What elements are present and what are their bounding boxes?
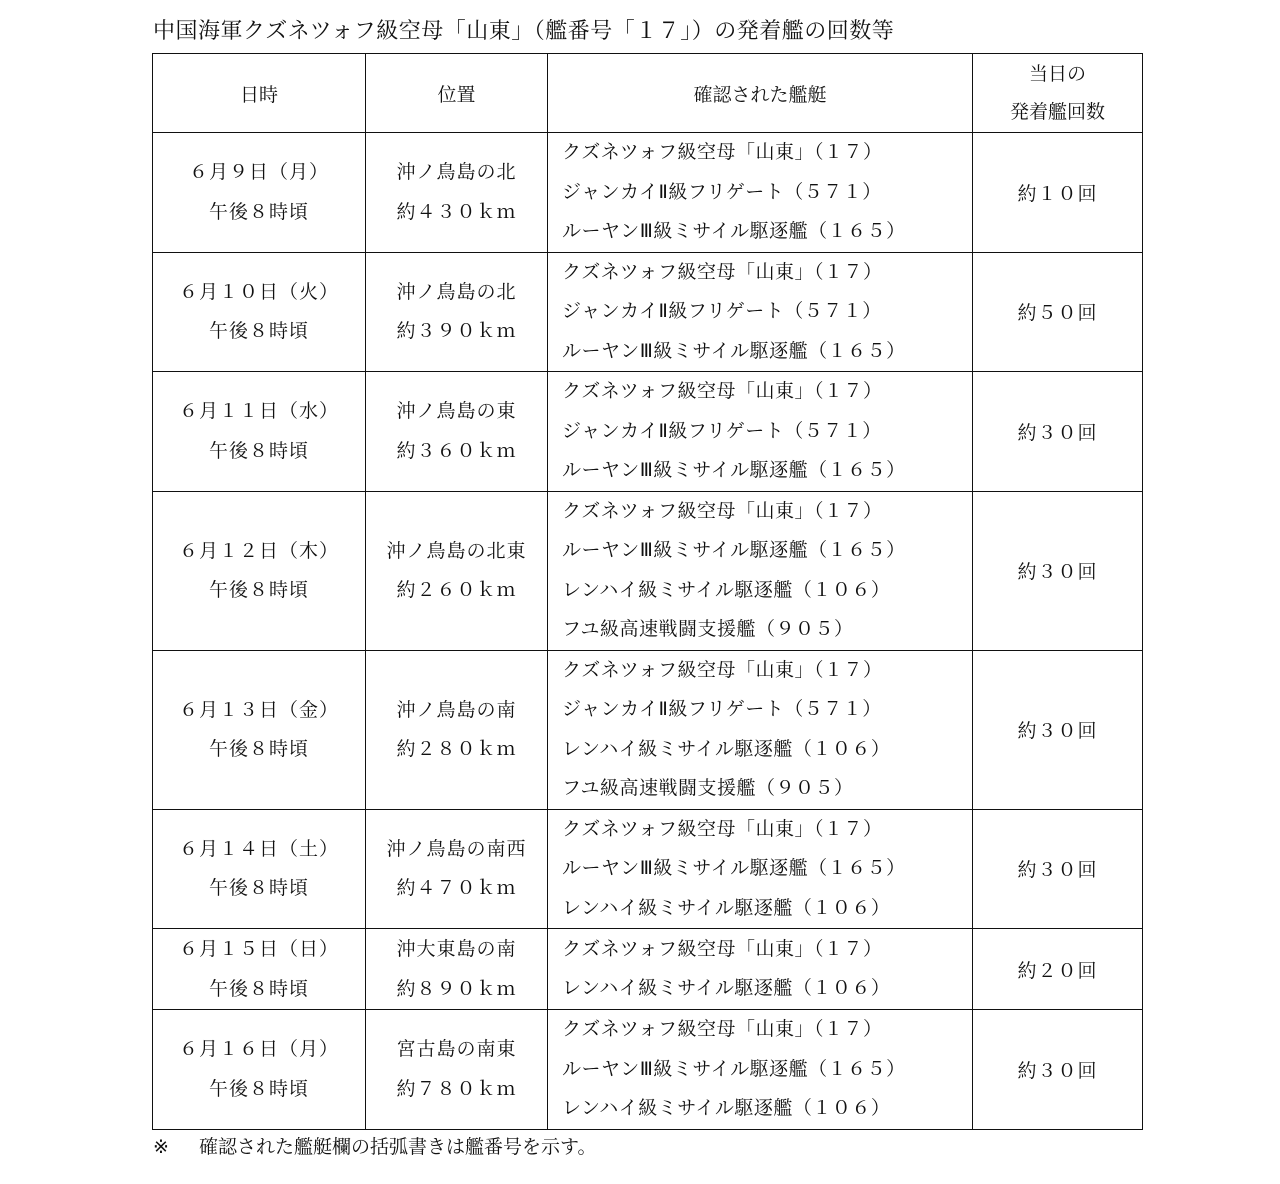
date-text: ６月１０日（火） [178, 280, 339, 303]
cell-position [366, 929, 548, 1010]
position-distance: 約２６０ｋｍ [396, 579, 517, 601]
cell-count: 約１０回 [973, 133, 1143, 253]
ship-entry: ジャンカイⅡ級フリゲート（５７１） [562, 300, 882, 322]
position-place: 沖ノ鳥島の南 [396, 698, 517, 721]
position-distance: 約３９０ｋｍ [396, 320, 517, 343]
date-text: ６月１１日（水） [178, 400, 339, 423]
ship-entry: ルーヤンⅢ級ミサイル駆逐艦（１６５） [562, 220, 906, 242]
cell-datetime [153, 809, 366, 929]
ship-entry: クズネツォフ級空母「山東」（１７） [562, 817, 883, 840]
cell-datetime [153, 133, 366, 253]
position-distance: 約２８０ｋｍ [396, 738, 517, 760]
document-title: 中国海軍クズネツォフ級空母「山東」（艦番号「１７」）の発着艦の回数等 [153, 19, 895, 44]
position-place: 沖ノ鳥島の南西 [386, 837, 527, 860]
table-row [153, 491, 1143, 650]
cell-ships [548, 133, 973, 253]
cell-position [366, 252, 548, 372]
cell-ships [548, 1010, 973, 1130]
table-row [153, 809, 1143, 929]
position-place: 沖ノ鳥島の北 [396, 161, 517, 184]
ship-entry: クズネツォフ級空母「山東」（１７） [562, 658, 883, 681]
cell-count: 約３０回 [973, 809, 1143, 929]
date-text: ６月１５日（日） [178, 938, 339, 960]
cell-datetime [153, 1010, 366, 1130]
ship-entry: ジャンカイⅡ級フリゲート（５７１） [562, 419, 882, 442]
ship-entry: フユ級高速戦闘支援艦（９０５） [562, 777, 854, 799]
ship-entry: クズネツォフ級空母「山東」（１７） [562, 937, 883, 960]
header-position: 位置 [366, 54, 548, 133]
cell-position [366, 491, 548, 650]
cell-ships [548, 491, 973, 650]
cell-position [366, 1010, 548, 1130]
cell-ships [548, 372, 973, 492]
cell-count: 約２０回 [973, 929, 1143, 1010]
time-text: 午後８時頃 [208, 579, 309, 601]
table-row [153, 929, 1143, 1010]
table-row [153, 650, 1143, 809]
ship-entry: レンハイ級ミサイル駆逐艦（１０６） [562, 977, 891, 999]
cell-position [366, 650, 548, 809]
ship-entry: クズネツォフ級空母「山東」（１７） [562, 141, 883, 163]
time-text: 午後８時頃 [208, 439, 309, 462]
ship-activity-table [152, 53, 1143, 1130]
date-text: ６月１４日（土） [178, 837, 339, 860]
ship-entry: レンハイ級ミサイル駆逐艦（１０６） [562, 1097, 891, 1119]
header-count [973, 54, 1143, 133]
cell-position [366, 372, 548, 492]
ship-entry: クズネツォフ級空母「山東」（１７） [562, 380, 883, 402]
table-row [153, 372, 1143, 492]
footnote [153, 1132, 596, 1162]
table-row [153, 252, 1143, 372]
ship-entry: クズネツォフ級空母「山東」（１７） [562, 1018, 883, 1040]
header-ships: 確認された艦艇 [548, 54, 973, 133]
ship-entry: クズネツォフ級空母「山東」（１７） [562, 260, 883, 283]
cell-datetime [153, 252, 366, 372]
time-text: 午後８時頃 [208, 200, 309, 223]
ship-entry: クズネツォフ級空母「山東」（１７） [562, 499, 883, 522]
ship-entry: レンハイ級ミサイル駆逐艦（１０６） [562, 737, 891, 760]
position-distance: 約７８０ｋｍ [396, 1077, 517, 1100]
cell-count: 約３０回 [973, 650, 1143, 809]
ship-entry: ジャンカイⅡ級フリゲート（５７１） [562, 180, 882, 203]
cell-ships [548, 809, 973, 929]
position-distance: 約４３０ｋｍ [396, 200, 517, 223]
date-text: ６月１６日（月） [178, 1038, 339, 1061]
cell-count: 約３０回 [973, 1010, 1143, 1130]
cell-ships [548, 650, 973, 809]
position-distance: 約８９０ｋｍ [396, 977, 517, 1000]
cell-count: 約３０回 [973, 372, 1143, 492]
ship-entry: ルーヤンⅢ級ミサイル駆逐艦（１６５） [562, 339, 906, 362]
position-place: 沖大東島の南 [396, 938, 517, 960]
position-place: 沖ノ鳥島の北 [396, 280, 517, 303]
ship-entry: ルーヤンⅢ級ミサイル駆逐艦（１６５） [562, 539, 906, 561]
position-place: 宮古島の南東 [396, 1038, 517, 1061]
time-text: 午後８時頃 [208, 1077, 309, 1100]
position-place: 沖ノ鳥島の北東 [386, 539, 527, 562]
position-distance: 約４７０ｋｍ [396, 877, 517, 900]
time-text: 午後８時頃 [208, 877, 309, 900]
time-text: 午後８時頃 [208, 977, 309, 1000]
date-text: ６月９日（月） [188, 161, 329, 184]
date-text: ６月１２日（木） [178, 539, 339, 562]
position-place: 沖ノ鳥島の東 [396, 400, 517, 423]
footnote-text: 確認された艦艇欄の括弧書きは艦番号を示す。 [199, 1136, 597, 1158]
cell-datetime [153, 929, 366, 1010]
table-row [153, 1010, 1143, 1130]
table-row [153, 133, 1143, 253]
cell-datetime [153, 491, 366, 650]
date-text: ６月１３日（金） [178, 698, 339, 721]
header-count-line1: 当日の [1028, 63, 1086, 85]
header-count-line2: 発着艦回数 [1009, 101, 1105, 123]
cell-position [366, 133, 548, 253]
cell-ships [548, 929, 973, 1010]
table-header-row [153, 54, 1143, 133]
cell-datetime [153, 650, 366, 809]
ship-entry: ルーヤンⅢ級ミサイル駆逐艦（１６５） [562, 1057, 906, 1080]
header-datetime: 日時 [153, 54, 366, 133]
time-text: 午後８時頃 [208, 320, 309, 343]
cell-position [366, 809, 548, 929]
cell-count: 約５０回 [973, 252, 1143, 372]
position-distance: 約３６０ｋｍ [396, 439, 517, 462]
footnote-mark: ※ [153, 1136, 169, 1158]
cell-ships [548, 252, 973, 372]
ship-entry: ジャンカイⅡ級フリゲート（５７１） [562, 698, 882, 720]
ship-entry: レンハイ級ミサイル駆逐艦（１０６） [562, 896, 891, 919]
ship-entry: レンハイ級ミサイル駆逐艦（１０６） [562, 578, 891, 601]
time-text: 午後８時頃 [208, 738, 309, 760]
ship-entry: ルーヤンⅢ級ミサイル駆逐艦（１６５） [562, 857, 906, 879]
cell-count: 約３０回 [973, 491, 1143, 650]
ship-entry: フユ級高速戦闘支援艦（９０５） [562, 618, 854, 640]
cell-datetime [153, 372, 366, 492]
ship-entry: ルーヤンⅢ級ミサイル駆逐艦（１６５） [562, 459, 906, 481]
